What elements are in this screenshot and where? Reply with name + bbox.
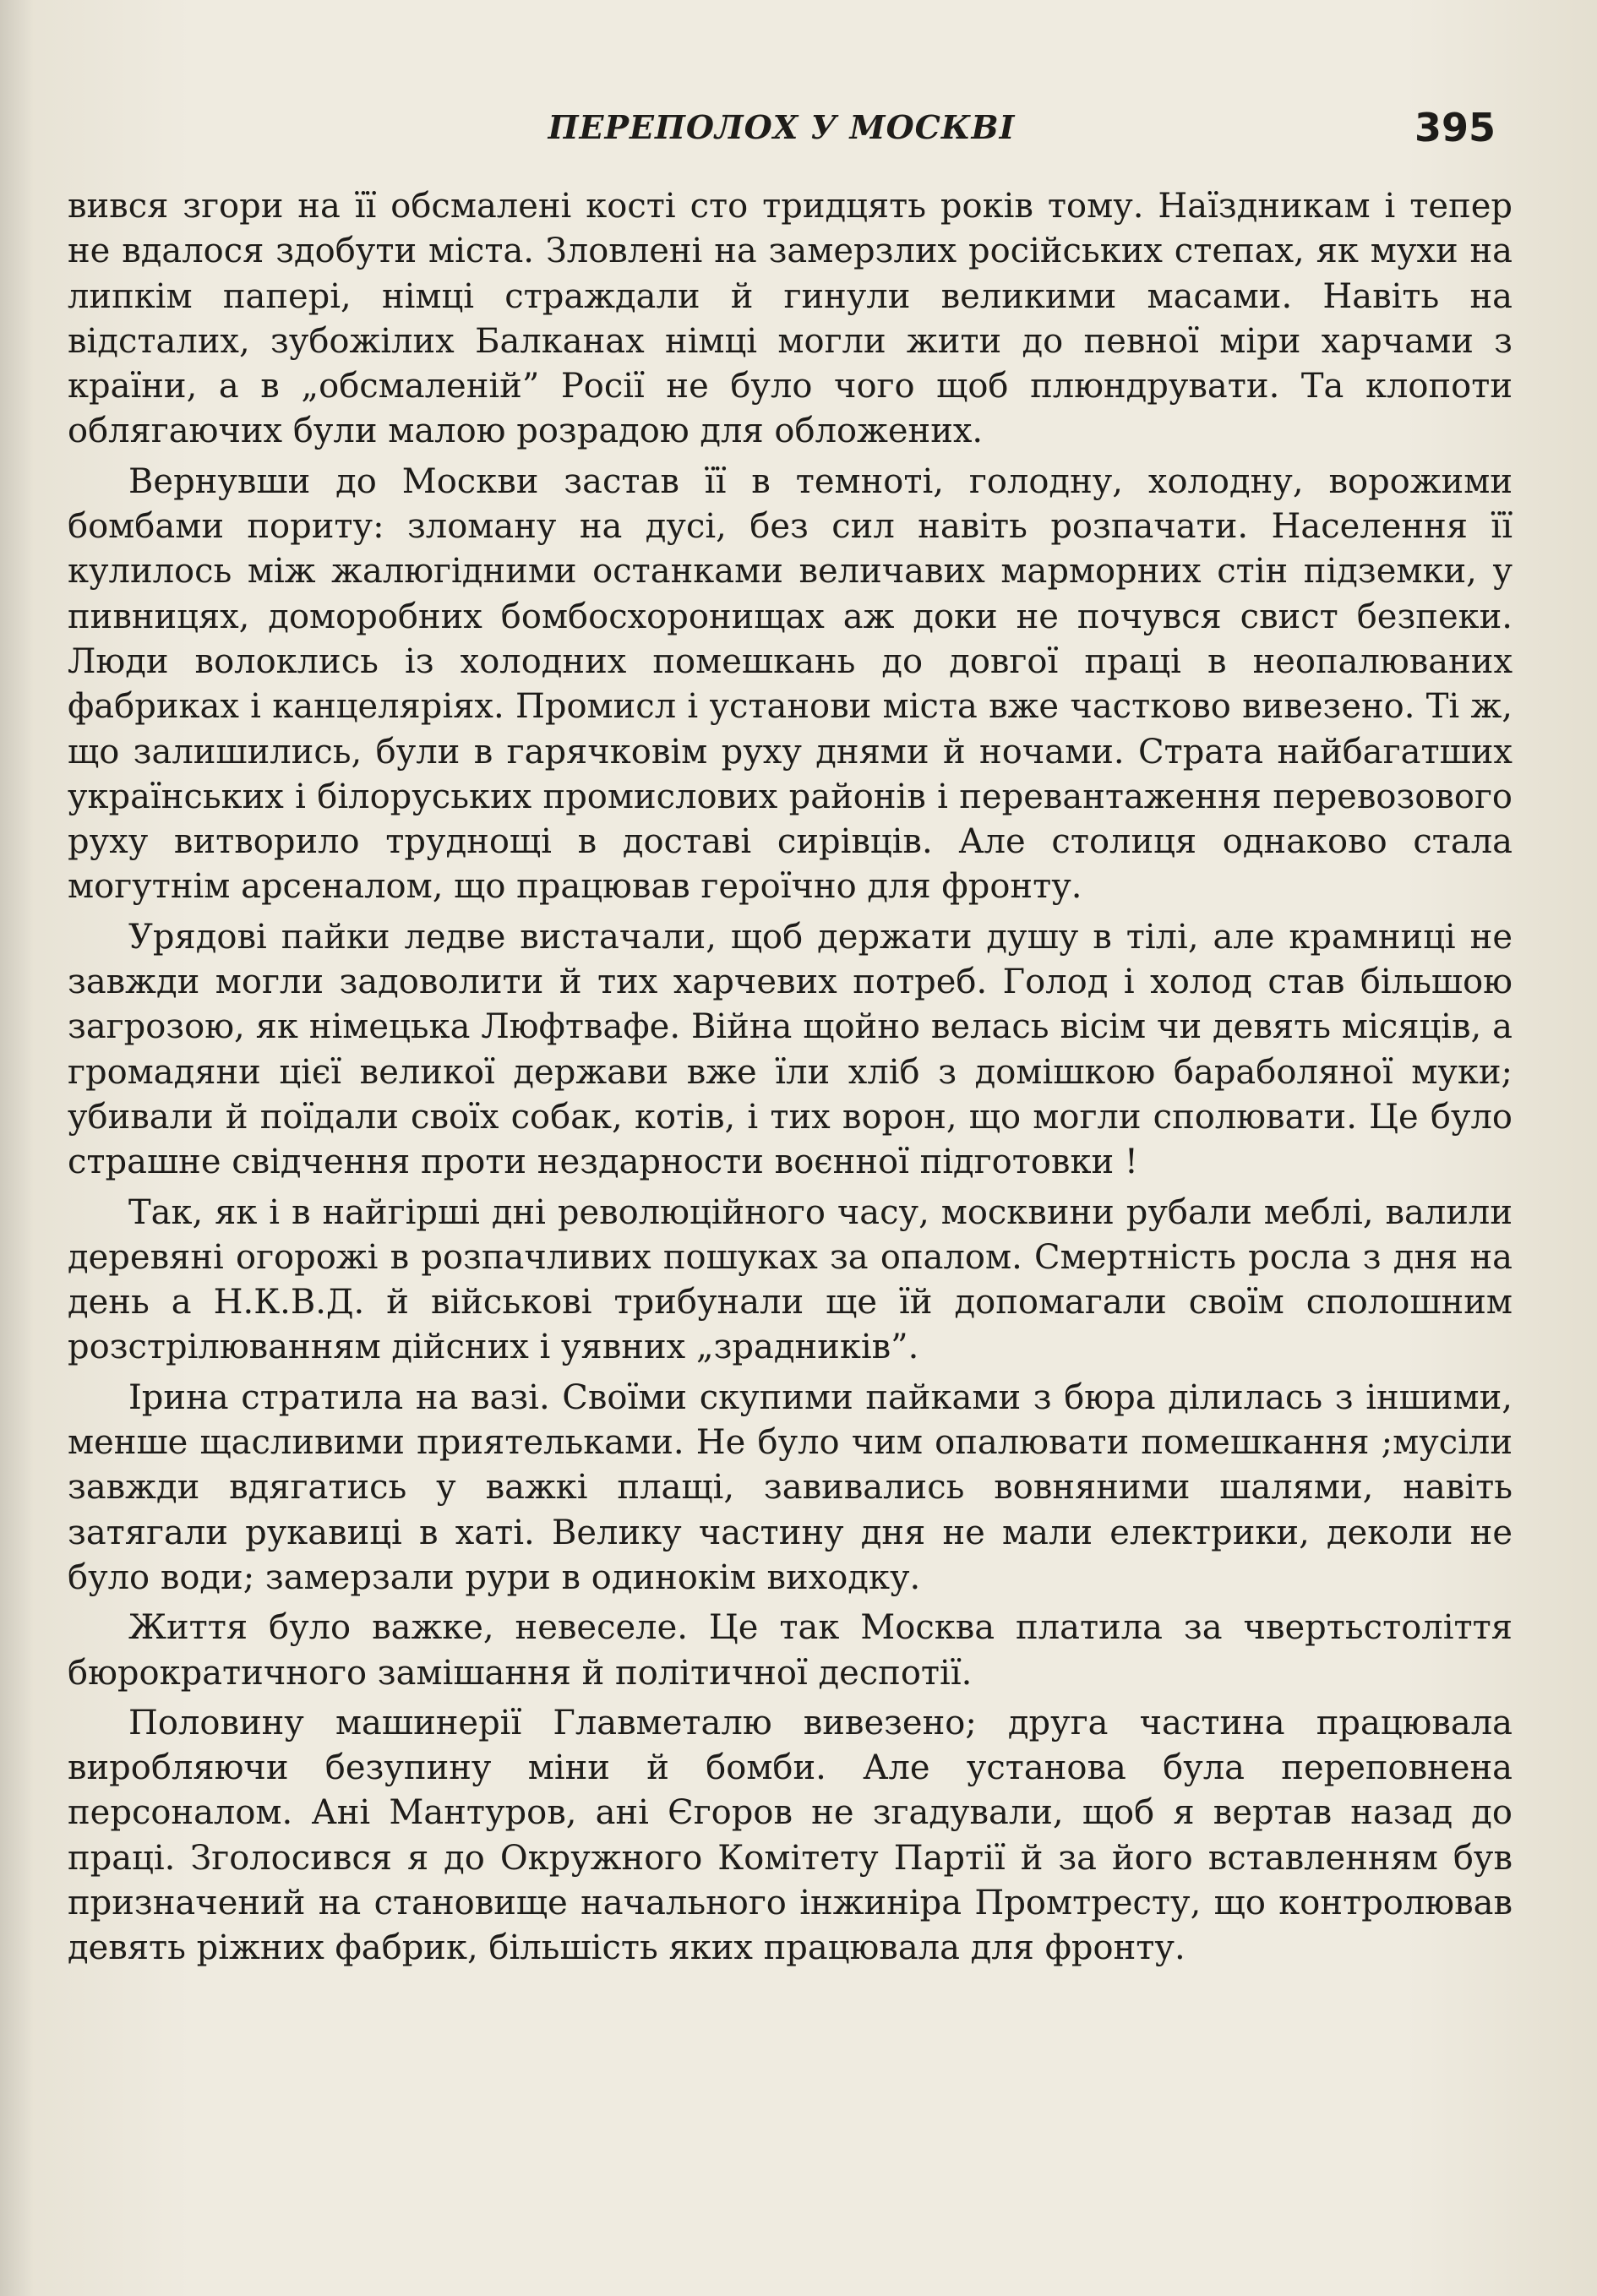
paragraph-7: Половину машинерії Главметалю вивезено; друга частина працювала виробляючи безупину міни й бомби. Але установа була переповнена персоналом. Ані Мантуров, ані Єгоров не згадували, щоб я вертав назад до праці. Зголосився я до Окружного Комітету Партії й за його вставленням був призначений на становище начального інжиніра Промтресту, що контролював девять ріжних фабрик, більшість яких працювала для фронту. [68,1703,1513,1968]
spine-shadow [0,0,34,2296]
running-title: ПЕРЕПОЛОХ У МОСКВІ [548,108,1016,146]
paragraph-6: Життя було важке, невеселе. Це так Москва платила за чвертьстоліття бюрократичного замішання й політичної деспотії. [68,1608,1513,1693]
body-text [68,184,1513,1977]
paragraph-2: Вернувши до Москви застав її в темноті, голодну, холодну, ворожими бомбами пориту: зломану на дусі, без сил навіть розпачати. Населення її кулилось між жалюгідними останками величавих марморних стін підземки, у пивницях, доморобних бомбосхоронищах аж доки не почувся свист безпеки. Люди волоклись із холодних помешкань до довгої праці в неопалюваних фабриках і канцеляріях. Промисл і установи міста вже частково вивезено. Ті ж, що залишились, були в гарячковім руху днями й ночами. Страта найбагатших українських і білоруських промислових районів і перевантаження перевозового руху витворило труднощі в доставі сирівців. Але столиця однаково стала могутнім арсеналом, що працював героїчно для фронту. [68,461,1513,907]
paragraph-1: вився згори на її обсмалені кості сто тридцять років тому. Наїздникам і тепер не вдалося здобути міста. Зловлені на замерзлих російських степах, як мухи на липкім папері, німці страждали й гинули великими масами. Навіть на відсталих, зубожілих Балканах німці могли жити до певної міри харчами з країни, а в „обсмаленій” Росії не було чого щоб плюндрувати. Та клопоти облягаючих були малою розрадою для обложених. [68,187,1513,451]
paragraph-5: Ірина стратила на вазі. Своїми скупими пайками з бюра ділилась з іншими, менше щасливими приятельками. Не було чим опалювати помешкання ;мусіли завжди вдягатись у важкі плащі, завивались вовняними шалями, навіть затягали рукавиці в хаті. Велику частину дня не мали електрики, деколи не було води; замерзали рури в одинокім виходку. [68,1377,1513,1597]
paragraph-3: Урядові пайки ледве вистачали, щоб держати душу в тілі, але крамниці не завжди могли задоволити й тих харчевих потреб. Голод і холод став більшою загрозою, як німецька Люфтвафе. Війна щойно велась вісім чи девять місяців, а громадяни цієї великої держави вже їли хліб з домішкою бараболяної муки; убивали й поїдали своїх собак, котів, і тих ворон, що могли сполювати. Це було страшне свідчення проти нездарности воєнної підготовки ! [68,917,1513,1182]
page-number: 395 [1414,105,1496,150]
page-header [68,105,1496,167]
paragraph-4: Так, як і в найгірші дні революційного часу, москвини рубали меблі, валили деревяні огорожі в розпачливих пошуках за опалом. Смертність росла з дня на день а Н.К.В.Д. й військові трибунали ще їй допомагали своїм сполошним розстрілюванням дійсних і уявних „зрадників”. [68,1192,1513,1367]
